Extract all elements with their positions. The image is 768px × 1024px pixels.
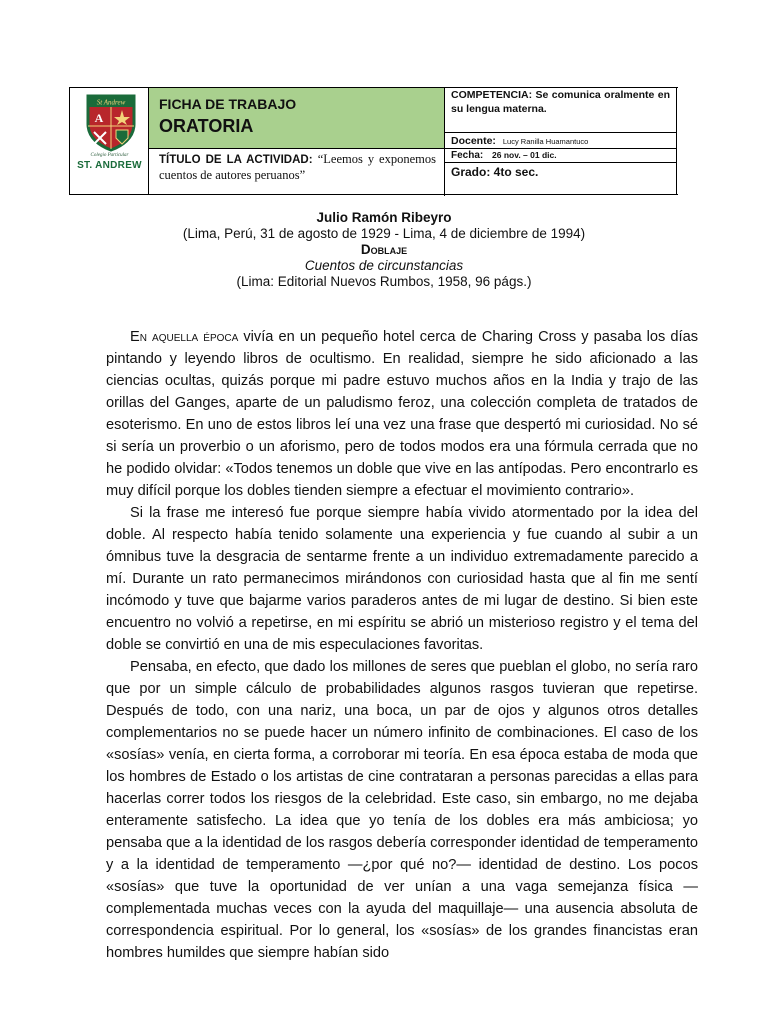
paragraph-opening: En aquella época bbox=[130, 329, 239, 345]
activity-label: TÍTULO DE LA ACTIVIDAD: bbox=[159, 154, 313, 166]
paragraph-text: vivía en un pequeño hotel cerca de Charing Cross y pasaba los días pintando y leyendo libros de ocultismo. En realidad, siempre he sido aficionado a las ciencias ocultas, quizás porque mi padre estuvo muchos años en la India y trajo de las orillas del Ganges, aparte de un paludismo feroz, una colección completa de tratados de esoterismo. En uno de estos libros leí una vez una frase que despertó mi curiosidad. No sé si sería un proverbio o un aforismo, pero de todos modos era una fórmula cerrada que no he podido olvidar: «Todos tenemos un doble que vive en las antípodas. Pero encontrarlo es muy difícil porque los dobles tienden siempre a efectuar el movimiento contrario». bbox=[106, 329, 698, 499]
grado: Grado: 4to sec. bbox=[451, 165, 539, 179]
book-title: Cuentos de circunstancias bbox=[304, 258, 464, 273]
docente-name: Lucy Ranilla Huamantuco bbox=[502, 137, 589, 146]
publication-info: (Lima: Editorial Nuevos Rumbos, 1958, 96 págs.) bbox=[236, 274, 532, 289]
story-title: Doblaje bbox=[360, 242, 408, 257]
fecha-label: Fecha: bbox=[451, 150, 484, 161]
story-meta bbox=[0, 210, 768, 290]
school-crest-icon bbox=[84, 92, 138, 152]
fecha-value: 26 nov. – 01 dic. bbox=[492, 150, 557, 160]
author-name: Julio Ramón Ribeyro bbox=[316, 210, 452, 225]
activity-value: “Leemos y exponemos cuentos de autores peruanos” bbox=[159, 152, 436, 182]
activity-cell bbox=[149, 149, 445, 196]
worksheet-label: FICHA DE TRABAJO bbox=[159, 96, 297, 112]
subject-title: ORATORIA bbox=[159, 116, 254, 136]
worksheet-header bbox=[69, 87, 678, 195]
competencia: COMPETENCIA: Se comunica oralmente en su lengua materna. bbox=[445, 88, 676, 133]
school-caption: Colegio Particular bbox=[90, 153, 129, 158]
paragraph: Si la frase me interesó fue porque siempre había vivido atormentado por la idea del doble. Al respecto había tenido solamente una experiencia y fue cuando al subir a un ómnibus tuve la desgracia de sentarme frente a un individuo extremadamente parecido a mí. Durante un rato permanecimos mirándonos con curiosidad hasta que al fin me sentí incómodo y tuve que bajarme varios paraderos antes de mi lugar de destino. Si bien este encuentro no volvió a repetirse, en mi espíritu se abrió un misterioso registro y el tema del doble se convirtió en una de mis especulaciones favoritas. bbox=[106, 505, 698, 653]
docente-row bbox=[445, 133, 676, 149]
paragraph: Pensaba, en efecto, que dado los millones de seres que pueblan el globo, no sería raro que por un simple cálculo de probabilidades algunos rasgos tuvieran que repetirse. Después de todo, con una nariz, una boca, un par de ojos y algunos otros detalles complementarios no se puede hacer un número infinito de combinaciones. El caso de los «sosías» venía, en cierta forma, a corroborar mi teoría. En esa época estaba de moda que los hombres de Estado o los artistas de cine contrataran a personas parecidas a ellas para hacerlas correr todos los riesgos de la celebridad. Este caso, sin embargo, no me dejaba enteramente satisfecho. La idea que yo tenía de los dobles era más ambiciosa; yo pensaba que a la identidad de los rasgos debería corresponder identidad de temperamento y a la identidad de temperamento —¿por qué no?— identidad de destino. Los pocos «sosías» que tuve la oportunidad de ver unían a una vaga semejanza física —complementada muchas veces con la ayuda del maquillaje— una ausencia absoluta de correspondencia espiritual. Por lo general, los «sosías» de los grandes financistas eran hombres humildes que siempre habían sido bbox=[106, 659, 698, 961]
paragraph bbox=[106, 326, 698, 502]
fecha-row bbox=[445, 149, 676, 163]
crest-text: St Andrew bbox=[96, 98, 126, 107]
school-logo-cell bbox=[70, 88, 149, 194]
svg-text:A: A bbox=[94, 111, 104, 125]
school-name: ST. ANDREW bbox=[77, 160, 142, 171]
info-column bbox=[445, 88, 677, 194]
story-text bbox=[106, 326, 698, 964]
docente-label: Docente: bbox=[451, 135, 496, 147]
worksheet-title-cell bbox=[149, 88, 445, 149]
author-dates: (Lima, Perú, 31 de agosto de 1929 - Lima, 4 de diciembre de 1994) bbox=[182, 226, 586, 241]
